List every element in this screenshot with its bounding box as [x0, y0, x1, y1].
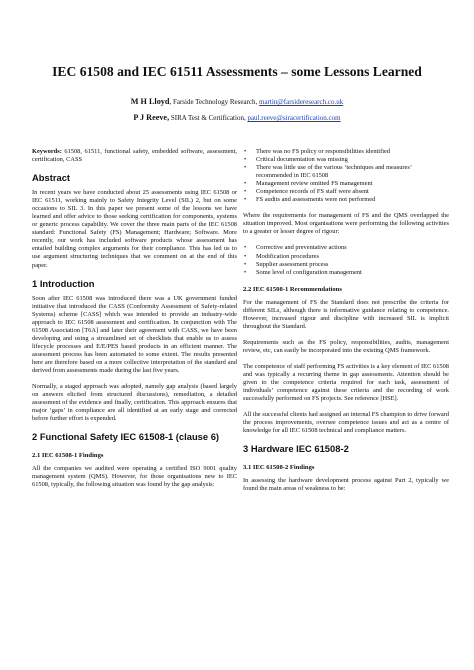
author-name: M H Lloyd — [130, 97, 170, 106]
section-2-heading: 2 Functional Safety IEC 61508-1 (clause 6) — [32, 431, 220, 443]
list-item: • Some level of configuration management — [244, 268, 362, 276]
bullet-icon: • — [244, 196, 247, 204]
bullet-icon: • — [244, 188, 247, 196]
right-column — [243, 148, 449, 493]
qms-paragraph: Where the requirements for management of FS and the QMS overlapped the situation improved. Most organisations were performing the following activities to a greater or lesser degree of rigour: — [243, 212, 449, 236]
abstract-heading: Abstract — [32, 172, 71, 184]
list-item: • Supplier assessment process — [244, 260, 329, 268]
recommendations-paragraph: The competence of staff performing FS activities is a key element of IEC 61508 and was typically a recurring theme in gap assessments. Attention should be given to the competence criteria required for each task, assessment of individuals’ competence against these criteria and the recording of work successfully performed on FS projects. See reference [HSE]. — [243, 362, 449, 403]
bullet-icon: • — [244, 180, 247, 188]
keywords — [32, 148, 237, 164]
recommendations-paragraph: For the management of FS the Standard does not prescribe the criteria for different SILs, although there is informative guidance relating to competence. However, increased rigour and discipline with increased SIL is implicit throughout the Standard. — [243, 298, 449, 330]
bullet-icon: • — [244, 260, 247, 268]
author-line-1 — [0, 97, 474, 107]
bullet-icon: • — [244, 244, 247, 252]
left-column — [32, 148, 237, 489]
author-email-link[interactable]: paul.reeve@siracertification.com — [247, 114, 341, 122]
list-item: • Modification procedures — [244, 252, 319, 260]
recommendations-paragraph: All the successful clients had assigned an internal FS champion to drive forward the process improvements, oversee competence issues and act as a centre of knowledge for all IEC 61508 technical and compliance matters. — [243, 411, 449, 435]
list-item: • FS audits and assessments were not performed — [244, 196, 376, 204]
paper-title: IEC 61508 and IEC 61511 Assessments – some Lessons Learned — [52, 64, 422, 79]
abstract-text: In recent years we have conducted about 25 assessments using IEC 61508 or IEC 61511, working mainly to Safety Integrity Level (SIL) 2, but on some occasions to SIL 3. In this paper we present some of the lessons we have learned and offer advice to those seeking certification for components, systems or generic process capability. We cover the three main parts of the IEC 61508 standard: Functional Safety (FS) Management; Hardware; Software. More recently, our work has included software products whose assessment has entailed building complex arguments for their compliance. This has led us to use argument structuring techniques that we comment on at the end of this paper. — [32, 189, 237, 269]
keywords-label: Keywords: — [32, 148, 62, 155]
findings-list — [243, 148, 449, 204]
list-item: • Management review omitted FS management — [244, 180, 373, 188]
activities-list — [243, 244, 449, 276]
section-3-paragraph: In assessing the hardware development process against Part 2, typically we found the main areas of weakness to be: — [243, 477, 449, 493]
author-name: P J Reeve, — [133, 113, 170, 122]
author-line-2 — [0, 113, 474, 123]
intro-paragraph: Normally, a staged approach was adopted, namely gap analysis (based largely on answers elicited from structured discussions), remediation, a detailed assessment of the evidence and finally, certification. This approach ensures that major ‘gaps’ in compliance are all identified at an early stage and corrected before further effort is expended. — [32, 383, 237, 423]
bullet-icon: • — [244, 156, 247, 164]
keywords-text: 61508, 61511, functional safety, embedded software, assessment, certification, CASS — [32, 148, 237, 164]
list-item: • There was no FS policy or responsibilities identified — [244, 148, 391, 155]
list-item: • Corrective and preventative actions — [244, 244, 347, 252]
section-1-heading: 1 Introduction — [32, 277, 95, 289]
list-item: • Critical documentation was missing — [244, 156, 348, 164]
section-2-paragraph: All the companies we audited were operating a certified ISO 9001 quality management system (QMS). However, for those organisations new to IEC 61508, typically, the following situation was found by the gap analysis: — [32, 465, 237, 489]
subsection-2-1-heading: 2.1 IEC 61508-1 Findings — [32, 452, 104, 460]
subsection-2-2-heading: 2.2 IEC 61508-1 Recommendations — [243, 285, 342, 293]
intro-paragraph: Soon after IEC 61508 was introduced there was a UK government funded initiative that introduced the CASS (Conformity Assessment of Safety-related Systems) scheme [CASS] which was intended to provide an industry-wide approach to IEC 61508 assessment and certification. In conjunction with The 61508 Association [T6A] and later their agreement with CASS, we have been developing and using a streamlined set of checklists that enable us to assess lifecycle processes and E/E/PES based products in an efficient manner. The assessment process has been automated to some extent. The results presented here are therefore based on a more collective interpretation of the standard and derived from assessments made during the last five years. — [32, 294, 237, 374]
author-affiliation: , Farside Technology Research, — [169, 98, 260, 106]
recommendations-paragraph: Requirements such as the FS policy, responsibilities, audits, management review, etc, can easily be incorporated into the existing QMS framework. — [243, 338, 449, 354]
section-3-heading: 3 Hardware IEC 61508-2 — [243, 443, 349, 455]
subsection-3-1-heading: 3.1 IEC 61508-2 Findings — [243, 464, 315, 472]
bullet-icon: • — [244, 268, 247, 276]
list-item: • There was little use of the various ‘techniques and measures’ recommended in IEC 61508 — [244, 164, 412, 180]
author-affiliation: SIRA Test & Certification, — [169, 114, 248, 122]
bullet-icon: • — [244, 252, 247, 260]
list-item: • Competence records of FS staff were absent — [244, 188, 369, 196]
bullet-icon: • — [244, 148, 247, 155]
author-email-link[interactable]: martin@farsideresearch.co.uk — [259, 98, 344, 106]
bullet-icon: • — [244, 164, 247, 172]
